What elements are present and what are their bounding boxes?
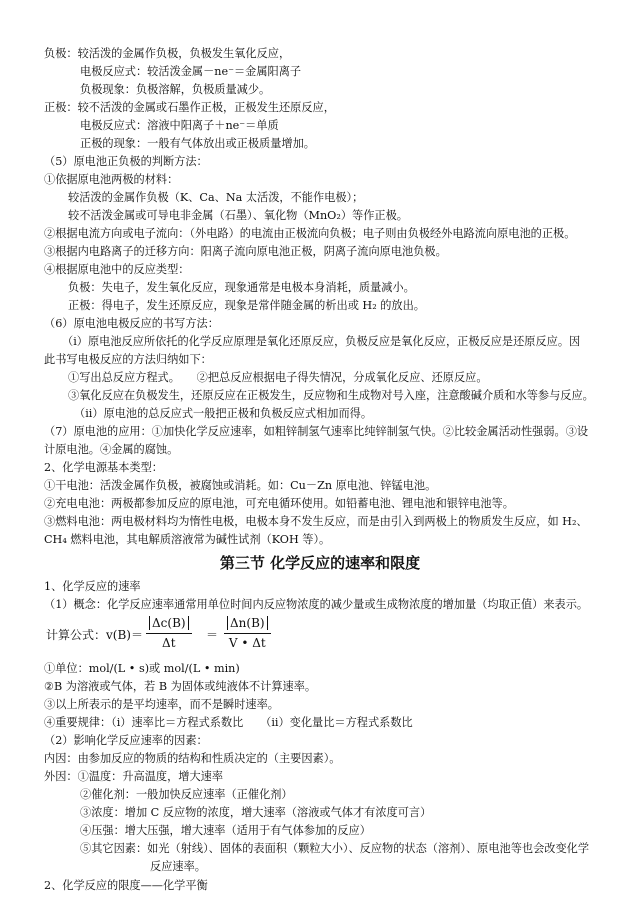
text-line: 电极反应式：较活泼金属－ne⁻＝金属阳离子 xyxy=(80,65,302,78)
text-line: ②充电电池：两极都参加反应的原电池，可充电循环使用。如铅蓄电池、锂电池和银锌电池等。 xyxy=(44,497,514,510)
text-line: 计原电池。④金属的腐蚀。 xyxy=(44,443,179,456)
text-line: 内因：由参加反应的物质的结构和性质决定的（主要因素）。 xyxy=(44,752,341,765)
text-line: （6）原电池电极反应的书写方法： xyxy=(44,317,219,330)
fraction-numerator: Δn(B) xyxy=(227,616,268,630)
text-line: ③燃料电池：两电极材料均为惰性电极，电极本身不发生反应，而是由引入到两极上的物质发生反应，如 H₂、 xyxy=(44,515,588,528)
fraction-denominator: Δt xyxy=(162,636,176,650)
text-line: 较活泼的金属作负极（K、Ca、Na 太活泼，不能作电极）； xyxy=(68,191,364,204)
text-line: 电极反应式：溶液中阳离子＋ne⁻＝单质 xyxy=(80,119,279,132)
text-line: ②根据电流方向或电子流向：（外电路）的电流由正极流向负极；电子则由负极经外电路流向原电池的正极。 xyxy=(44,227,576,240)
text-line: ④根据原电池中的反应类型： xyxy=(44,263,190,276)
equals-sign: ＝ xyxy=(206,628,219,642)
text-line: （7）原电池的应用：①加快化学反应速率，如粗锌制氢气速率比纯锌制氢气快。②比较金属活动性强弱。③设 xyxy=(44,425,589,438)
text-line: ③根据内电路离子的迁移方向：阳离子流向原电池正极，阴离子流向原电池负极。 xyxy=(44,245,447,258)
text-line: 外因：①温度：升高温度，增大速率 xyxy=(44,770,224,783)
text-line: 较不活泼金属或可导电非金属（石墨）、氧化物（MnO₂）等作正极。 xyxy=(68,209,408,222)
text-line: ①写出总反应方程式。 ②把总反应根据电子得失情况，分成氧化反应、还原反应。 xyxy=(68,371,488,384)
text-line: ②催化剂：一般加快反应速率（正催化剂） xyxy=(80,788,293,801)
fraction-numerator: Δc(B) xyxy=(149,616,189,630)
text-line: 正极：得电子，发生还原反应，现象是常伴随金属的析出或 H₂ 的放出。 xyxy=(68,299,425,312)
text-line: （ii）原电池的总反应式一般把正极和负极反应式相加而得。 xyxy=(74,407,373,420)
text-line: ①依据原电池两极的材料： xyxy=(44,173,179,186)
text-line: 此书写电极反应的方法归纳如下： xyxy=(44,353,212,366)
formula-label: 计算公式：v(B)＝ xyxy=(46,628,143,642)
text-line: ②B 为溶液或气体，若 B 为固体或纯液体不计算速率。 xyxy=(44,680,317,693)
text-line: 负极现象：负极溶解，负极质量减少。 xyxy=(80,83,271,96)
text-line: 1、化学反应的速率 xyxy=(44,580,141,593)
text-line: ④重要规律：（i）速率比＝方程式系数比 （ii）变化量比＝方程式系数比 xyxy=(44,716,413,729)
fraction-moles xyxy=(224,614,271,652)
text-line: 正极的现象：一般有气体放出或正极质量增加。 xyxy=(80,137,315,150)
section-title: 第三节 化学反应的速率和限度 xyxy=(219,554,421,572)
text-line: ③氧化反应在负极发生，还原反应在正极发生，反应物和生成物对号入座，注意酸碱介质和水等参与反应。 xyxy=(68,389,594,402)
text-line: 2、化学反应的限度——化学平衡 xyxy=(44,879,208,892)
text-line: CH₄ 燃料电池，其电解质溶液常为碱性试剂（KOH 等）。 xyxy=(44,533,331,546)
fraction-denominator: V • Δt xyxy=(228,636,266,650)
text-line: 负极：失电子，发生氧化反应，现象通常是电极本身消耗，质量减小。 xyxy=(68,281,415,294)
text-line: ①单位：mol/(L • s)或 mol/(L • min) xyxy=(44,662,240,675)
text-line: ③以上所表示的是平均速率，而不是瞬时速率。 xyxy=(44,698,279,711)
text-line: 反应速率。 xyxy=(150,860,206,873)
text-line: ④压强：增大压强，增大速率（适用于有气体参加的反应） xyxy=(80,824,371,837)
text-line: （2）影响化学反应速率的因素： xyxy=(44,734,208,747)
text-line: 负极：较活泼的金属作负极，负极发生氧化反应， xyxy=(44,47,291,60)
text-line: （5）原电池正负极的判断方法： xyxy=(44,155,208,168)
fraction-concentration xyxy=(146,614,192,652)
text-line: 正极：较不活泼的金属或石墨作正极，正极发生还原反应， xyxy=(44,101,335,114)
text-line: （i）原电池反应所依托的化学反应原理是氧化还原反应，负极反应是氧化反应，正极反应是还原反应。因 xyxy=(62,335,581,348)
text-line: ①干电池：活泼金属作负极，被腐蚀或消耗。如：Cu－Zn 原电池、锌锰电池。 xyxy=(44,479,437,492)
text-line: （1）概念：化学反应速率通常用单位时间内反应物浓度的减少量或生成物浓度的增加量（均取正值）来表示。 xyxy=(44,598,589,611)
text-line: ⑤其它因素：如光（射线）、固体的表面积（颗粒大小）、反应物的状态（溶剂）、原电池等也会改变化学 xyxy=(80,842,590,855)
text-line: ③浓度：增加 C 反应物的浓度，增大速率（溶液或气体才有浓度可言） xyxy=(80,806,432,819)
text-line: 2、化学电源基本类型： xyxy=(44,461,163,474)
